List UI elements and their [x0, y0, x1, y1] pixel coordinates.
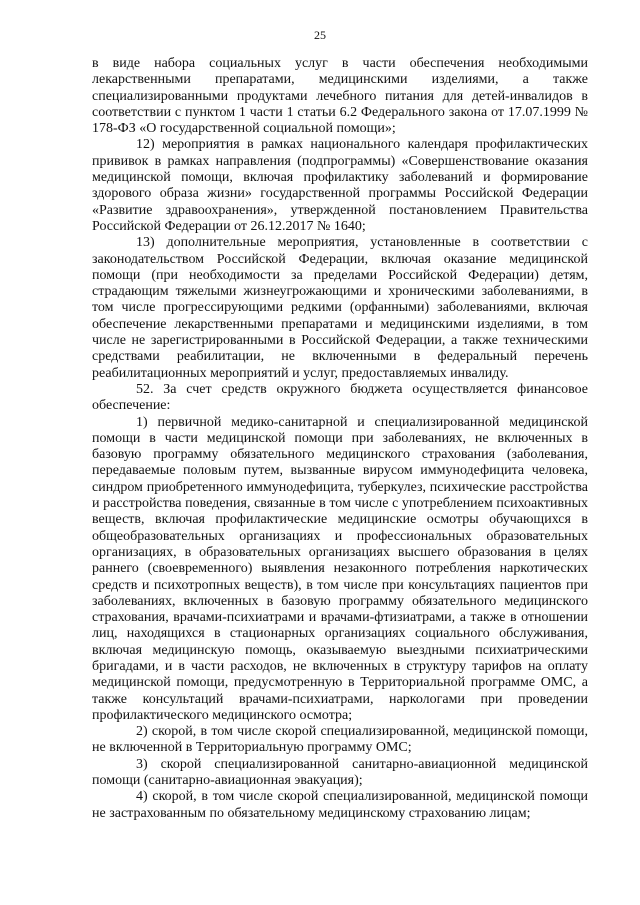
paragraph-item-3: 3) скорой специализированной санитарно-авиационной медицинской помощи (санитарно-авиационная эвакуация); — [92, 756, 588, 789]
paragraph-item-13: 13) дополнительные мероприятия, установленные в соответствии с законодательством Российской Федерации, включая оказание медицинской помощи (при необходимости за пределами Российской Федерации) детям, страдающим тяжелыми жизнеугрожающими и хроническими заболеваниями, в том числе прогрессирующими редкими (орфанными) заболеваниями, включая обеспечение лекарственными препаратами и медицинскими изделиями, в том числе не зарегистрированными в Российской Федерации, а также техническими средствами реабилитации, не включенными в федеральный перечень реабилитационных мероприятий и услуг, предоставляемых инвалиду. — [92, 235, 588, 381]
paragraph-continuation: в виде набора социальных услуг в части обеспечения необходимыми лекарственными препаратами, медицинскими изделиями, а также специализированными продуктами лечебного питания для детей-инвалидов в соответствии с пунктом 1 части 1 статьи 6.2 Федерального закона от 17.07.1999 № 178-ФЗ «О государственной социальной помощи»; — [92, 56, 588, 137]
paragraph-item-4: 4) скорой, в том числе скорой специализированной, медицинской помощи не застрахованным по обязательному медицинскому страхованию лицам; — [92, 789, 588, 821]
paragraph-item-2: 2) скорой, в том числе скорой специализированной, медицинской помощи, не включенной в Территориальную программу ОМС; — [92, 724, 588, 756]
paragraph-item-12: 12) мероприятия в рамках национального календаря профилактических прививок в рамках направления (подпрограммы) «Совершенствование оказания медицинской помощи, включая профилактику заболеваний и формирование здорового образа жизни» государственной программы Российской Федерации «Развитие здравоохранения», утвержденной постановлением Правительства Российской Федерации от 26.12.2017 № 1640; — [92, 137, 588, 234]
paragraph-clause-52: 52. За счет средств окружного бюджета осуществляется финансовое обеспечение: — [92, 381, 588, 414]
page-number: 25 — [314, 28, 326, 42]
document-body — [92, 56, 588, 822]
paragraph-item-1: 1) первичной медико-санитарной и специализированной медицинской помощи в части медицинской помощи при заболеваниях, не включенных в базовую программу обязательного медицинского страхования (заболевания, передаваемые половым путем, вызванные вирусом иммунодефицита человека, синдром приобретенного иммунодефицита, туберкулез, психические расстройства и расстройства поведения, связанные в том числе с употреблением психоактивных веществ, включая профилактические медицинские осмотры обучающихся в общеобразовательных организациях и профессиональных образовательных организациях, в образовательных организациях высшего образования в целях раннего (своевременного) выявления незаконного потребления наркотических средств и психотропных веществ), в том числе при консультациях пациентов при заболеваниях, включенных в базовую программу обязательного медицинского страхования, врачами-психиатрами и врачами-фтизиатрами, а также в отношении лиц, находящихся в стационарных организациях социального обслуживания, включая медицинскую помощь, оказываемую выездными психиатрическими бригадами, и в части расходов, не включенных в структуру тарифов на оплату медицинской помощи, предусмотренную в Территориальной программе ОМС, а также консультаций врачами-психиатрами, наркологами при проведении профилактического медицинского осмотра; — [92, 414, 588, 723]
